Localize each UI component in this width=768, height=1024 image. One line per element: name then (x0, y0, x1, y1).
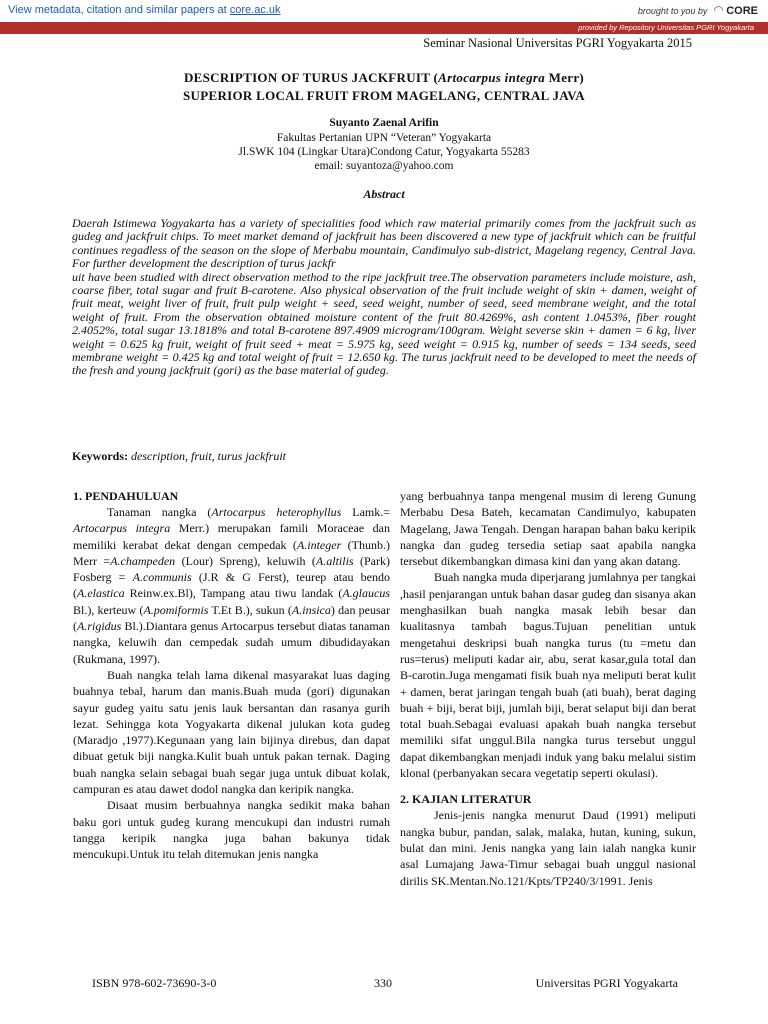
section-heading-kajian-literatur: 2. KAJIAN LITERATUR (400, 792, 532, 807)
abstract-paragraph: Daerah Istimewa Yogyakarta has a variety of specialities food which raw material primarily comes from the jackfruit such as gudeg and jackfruit chips. To meet market demand of jackfruit has been discovered a new type of jackfruit which can be fruitful continues regadless of the season on the slope of Merbabu mountain, Candimulyo sub-district, Magelang regency, Central Java. For further development the description of turus jackfr (72, 216, 696, 271)
core-link-prefix: View metadata, citation and similar papers at (8, 4, 227, 16)
footer-page-number: 330 (374, 976, 392, 990)
core-brand (638, 3, 758, 17)
abstract-body (72, 217, 696, 378)
author-email: email: suyantoza@yahoo.com (314, 160, 454, 172)
seminar-header: Seminar Nasional Universitas PGRI Yogyakarta 2015 (423, 36, 692, 50)
core-brought-text: brought to you by (637, 6, 708, 16)
core-provided-text[interactable]: provided by Repository Universitas PGRI Yogyakarta (578, 23, 754, 32)
body-paragraph: Buah nangka telah lama dikenal masyarakat luas daging buahnya tebal, harum dan manis.Buah muda (gori) digunakan sayur gudeg yaitu satu jenis lauk bersantan dan rasanya gurih lezat. Sehingga kota Yogyakarta dikenal julukan kota gudeg (Maradjo ,1977).Kegunaan yang lain bijinya direbus, dan dapat dibuat getuk biji nangka.Kulit buah untuk pakan ternak. Daging buah nangka selain sebagai buah segar juga untuk dibuat kolak, campuran es atau dawet dodol nangka dan keripik nangka. (73, 667, 390, 797)
body-paragraph: Jenis-jenis nangka menurut Daud (1991) meliputi nangka bubur, pandan, salak, malaka, hutan, kuning, sukun, bulat dan mini. Jenis nangka yang lain ialah nangka kunir asal Lumajang Jawa-Timur sebagai buah unggul nasional dirilis SK.Mentan.No.121/Kpts/TP240/3/1991. Jenis (400, 808, 696, 888)
footer-university: Universitas PGRI Yogyakarta (535, 976, 678, 990)
body-paragraph: Tanaman nangka (Artocarpus heterophyllus Lamk.= Artocarpus integra Merr.) merupakan famili Moraceae dan memiliki kerabat dekat dengan cempedak (A.integer (Thunb.) Merr =A.champeden (Lour) Spreng), keluwih (A.altilis (Park) Fosberg = A.communis (J.R & G Ferst), teurep atau bendo (A.elastica Reinw.ex.Bl), Tampang atau tiwu landak (A.glaucus Bl.), kerteuw (A.pomiformis T.Et B.), sukun (A.insica) dan peusar (A.rigidus Bl.).Diantara genus Artocarpus tersebut diatas tanaman nangka, keluwih dan cempedak sudah umum dibudidayakan (Rukmana, 1997). (73, 505, 391, 666)
abstract-paragraph: uit have been studied with direct observation method to the ripe jackfruit tree.The observation parameters include moisture, ash, coarse fiber, total sugar and fruit B-carotene. Also physical observation of the fruit include weight of skin + damen, weight of fruit meat, weight liver of fruit, fruit pulp weight + seed, seed weight, number of seed, seed membrane weight, and the total weight of fruit. From the observation obtained moisture content of the fruit 80.4269%, ash content 1.0453%, fiber rought 2.4052%, total sugar 13.1818% and total B-carotene 897.4909 microgram/100gram. Weight severse skin + damen = 6 kg, liver weight = 0.625 kg fruit, weight of fruit seed + meat = 5.975 kg, seed weight = 0.915 kg, number of seeds = 134 seeds, seed membrane weight = 0.425 kg and total weight of fruit = 12.650 kg. The turus jackfruit need to be developed to meet the needs of the fresh and young jackfruit (gori) as the base material of gudeg. (72, 269, 696, 378)
footer-isbn: ISBN 978-602-73690-3-0 (92, 976, 217, 990)
author-affiliation: Fakultas Pertanian UPN “Veteran” Yogyakarta (276, 132, 492, 144)
section-heading-pendahuluan: 1. PENDAHULUAN (73, 489, 179, 503)
core-logo-icon: ◠ (713, 3, 724, 17)
core-metadata-text (8, 4, 281, 16)
core-logo[interactable] (714, 3, 758, 17)
core-provided-bar (0, 22, 768, 34)
left-column (73, 488, 390, 863)
body-paragraph: Buah nangka muda diperjarang jumlahnya per tangkai ,hasil penjarangan untuk bahan dasar gudeg dan sisanya akan menghasilkan buah nangka masak lebih besar dan kualitasnya tambah bagus.Tujuan penelitian untuk mengetahui deskripsi buah nangka turus (tu =metu dan rus=terus) meliputi kadar air, abu, serat kasar,gula total dan B-carotin.Juga mengamati fisik buah nya meliputi berat kulit + damen, berat jaringan tengah buah (ati buah), berat daging buah + biji, berat biji, jumlah biji, berat selaput biji dan berat total buah.Sebagai evaluasi apakah buah nangka tersebut memiliki sifat unggul.Bila nangka turus tersebut unggul dapat dikembangkan menjadi induk yang baku melalui sistim klonal (perbanyakan secara vegetatip seperti okulasi). (400, 570, 696, 781)
body-paragraph: Disaat musim berbuahnya nangka sedikit maka bahan baku gori untuk gudeg kurang mencukupi dan industri rumah tangga keripik nangka juga bahan bakunya tidak mencukupi.Untuk itu telah ditemukan jenis nangka (73, 798, 390, 862)
core-logo-text: CORE (726, 5, 758, 17)
keywords-text: description, fruit, turus jackfruit (128, 449, 286, 463)
keywords-label: Keywords: (72, 449, 128, 463)
abstract-heading: Abstract (363, 187, 405, 201)
paper-title-line1: DESCRIPTION OF TURUS JACKFRUIT (Artocarpus integra Merr) (183, 70, 585, 85)
body-paragraph: yang berbuahnya tanpa mengenal musim di lereng Gunung Merbabu Desa Bateh, kecamatan Candimulyo, kabupaten Magelang, Jawa Tengah. Dengan harapan bahan baku keripik nangka dan gudeg tersedia setiap saat apabila nangka tersebut dikembangkan dimasa kini dan yang akan datang. (400, 489, 696, 569)
author-name: Suyanto Zaenal Arifin (329, 117, 439, 129)
paper-title-line2: SUPERIOR LOCAL FRUIT FROM MAGELANG, CENTRAL JAVA (183, 88, 585, 103)
author-address: Jl.SWK 104 (Lingkar Utara)Condong Catur, Yogyakarta 55283 (238, 146, 530, 158)
keywords (72, 449, 696, 464)
core-banner (0, 0, 768, 23)
right-column (400, 488, 696, 889)
core-link[interactable]: core.ac.uk (229, 4, 281, 16)
